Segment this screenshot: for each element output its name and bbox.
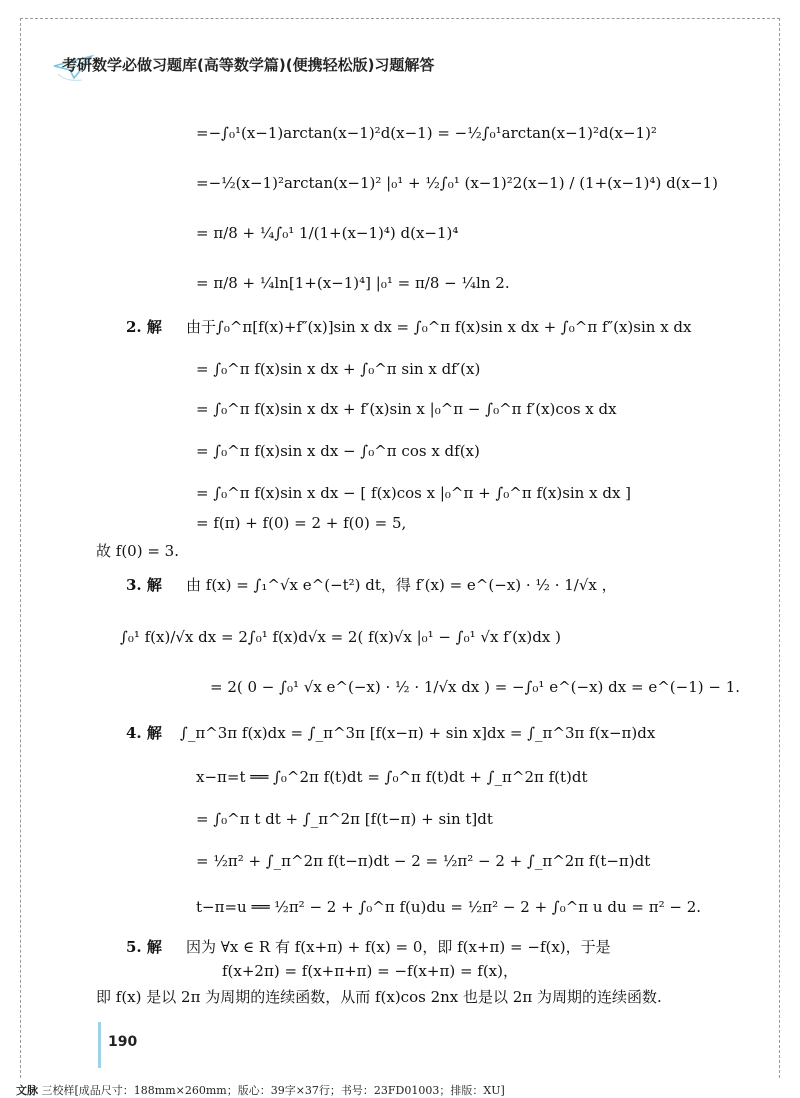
page-frame-left: [20, 18, 21, 1078]
problem-5-line-3: 即 f(x) 是以 2π 为周期的连续函数，从而 f(x)cos 2nx 也是以 2π 为周期的连续函数.: [96, 988, 662, 1006]
footer-text: 三校样[成品尺寸：188mm×260mm；版心：39字×37行；书号：23FD01003；排版：XU]: [41, 1084, 505, 1097]
problem-2-line-5: = ∫₀^π f(x)sin x dx − [ f(x)cos x |₀^π + ∫₀^π f(x)sin x dx ]: [196, 484, 632, 502]
problem-5-line-1: 因为 ∀x ∈ R 有 f(x+π) + f(x) = 0，即 f(x+π) = −f(x)，于是: [186, 938, 611, 956]
prev-solution-line-1: =−∫₀¹(x−1)arctan(x−1)²d(x−1) = −½∫₀¹arctan(x−1)²d(x−1)²: [196, 124, 657, 142]
page-number: 190: [108, 1034, 138, 1050]
problem-4-line-4: = ½π² + ∫_π^2π f(t−π)dt − 2 = ½π² − 2 + ∫_π^2π f(t−π)dt: [196, 852, 651, 870]
page-number-accent-bar: [98, 1022, 101, 1068]
problem-2-line-3: = ∫₀^π f(x)sin x dx + f′(x)sin x |₀^π − ∫₀^π f′(x)cos x dx: [196, 400, 617, 418]
problem-2-line-2: = ∫₀^π f(x)sin x dx + ∫₀^π sin x df′(x): [196, 360, 481, 378]
problem-2-conclusion: 故 f(0) = 3.: [96, 542, 179, 560]
problem-2-line-6: = f(π) + f(0) = 2 + f(0) = 5,: [196, 514, 407, 532]
problem-4-line-2: x−π=t ══ ∫₀^2π f(t)dt = ∫₀^π f(t)dt + ∫_π^2π f(t)dt: [196, 768, 588, 786]
problem-4-line-3: = ∫₀^π t dt + ∫_π^2π [f(t−π) + sin t]dt: [196, 810, 493, 828]
problem-5-label: 5. 解: [126, 938, 162, 956]
prev-solution-line-3: = π/8 + ¼∫₀¹ 1/(1+(x−1)⁴) d(x−1)⁴: [196, 224, 459, 242]
problem-2-line-1: 由于∫₀^π[f(x)+f″(x)]sin x dx = ∫₀^π f(x)sin x dx + ∫₀^π f″(x)sin x dx: [186, 318, 692, 336]
problem-2-line-4: = ∫₀^π f(x)sin x dx − ∫₀^π cos x df(x): [196, 442, 480, 460]
print-footer: [16, 1082, 505, 1098]
page-header-title: 考研数学必做习题库(高等数学篇)(便携轻松版)习题解答: [62, 56, 435, 74]
problem-3-label: 3. 解: [126, 576, 162, 594]
prev-solution-line-2: =−½(x−1)²arctan(x−1)² |₀¹ + ½∫₀¹ (x−1)²2(x−1) / (1+(x−1)⁴) d(x−1): [196, 174, 718, 192]
problem-4-line-5: t−π=u ══ ½π² − 2 + ∫₀^π f(u)du = ½π² − 2 + ∫₀^π u du = π² − 2.: [196, 898, 702, 916]
page-frame-right: [779, 18, 780, 1078]
footer-brand: 文脉: [16, 1084, 38, 1097]
prev-solution-line-4: = π/8 + ¼ln[1+(x−1)⁴] |₀¹ = π/8 − ¼ln 2.: [196, 274, 510, 292]
problem-3-line-1: 由 f(x) = ∫₁^√x e^(−t²) dt，得 f′(x) = e^(−x) · ½ · 1/√x ，: [186, 576, 617, 594]
page-frame-top: [20, 18, 780, 19]
problem-3-line-2: ∫₀¹ f(x)/√x dx = 2∫₀¹ f(x)d√x = 2( f(x)√x |₀¹ − ∫₀¹ √x f′(x)dx ): [120, 628, 561, 646]
problem-4-label: 4. 解: [126, 724, 162, 742]
problem-4-line-1: ∫_π^3π f(x)dx = ∫_π^3π [f(x−π) + sin x]dx = ∫_π^3π f(x−π)dx: [180, 724, 656, 742]
problem-2-label: 2. 解: [126, 318, 162, 336]
problem-5-line-2: f(x+2π) = f(x+π+π) = −f(x+π) = f(x)，: [222, 962, 518, 980]
problem-3-line-3: = 2( 0 − ∫₀¹ √x e^(−x) · ½ · 1/√x dx ) = −∫₀¹ e^(−x) dx = e^(−1) − 1.: [210, 678, 741, 696]
